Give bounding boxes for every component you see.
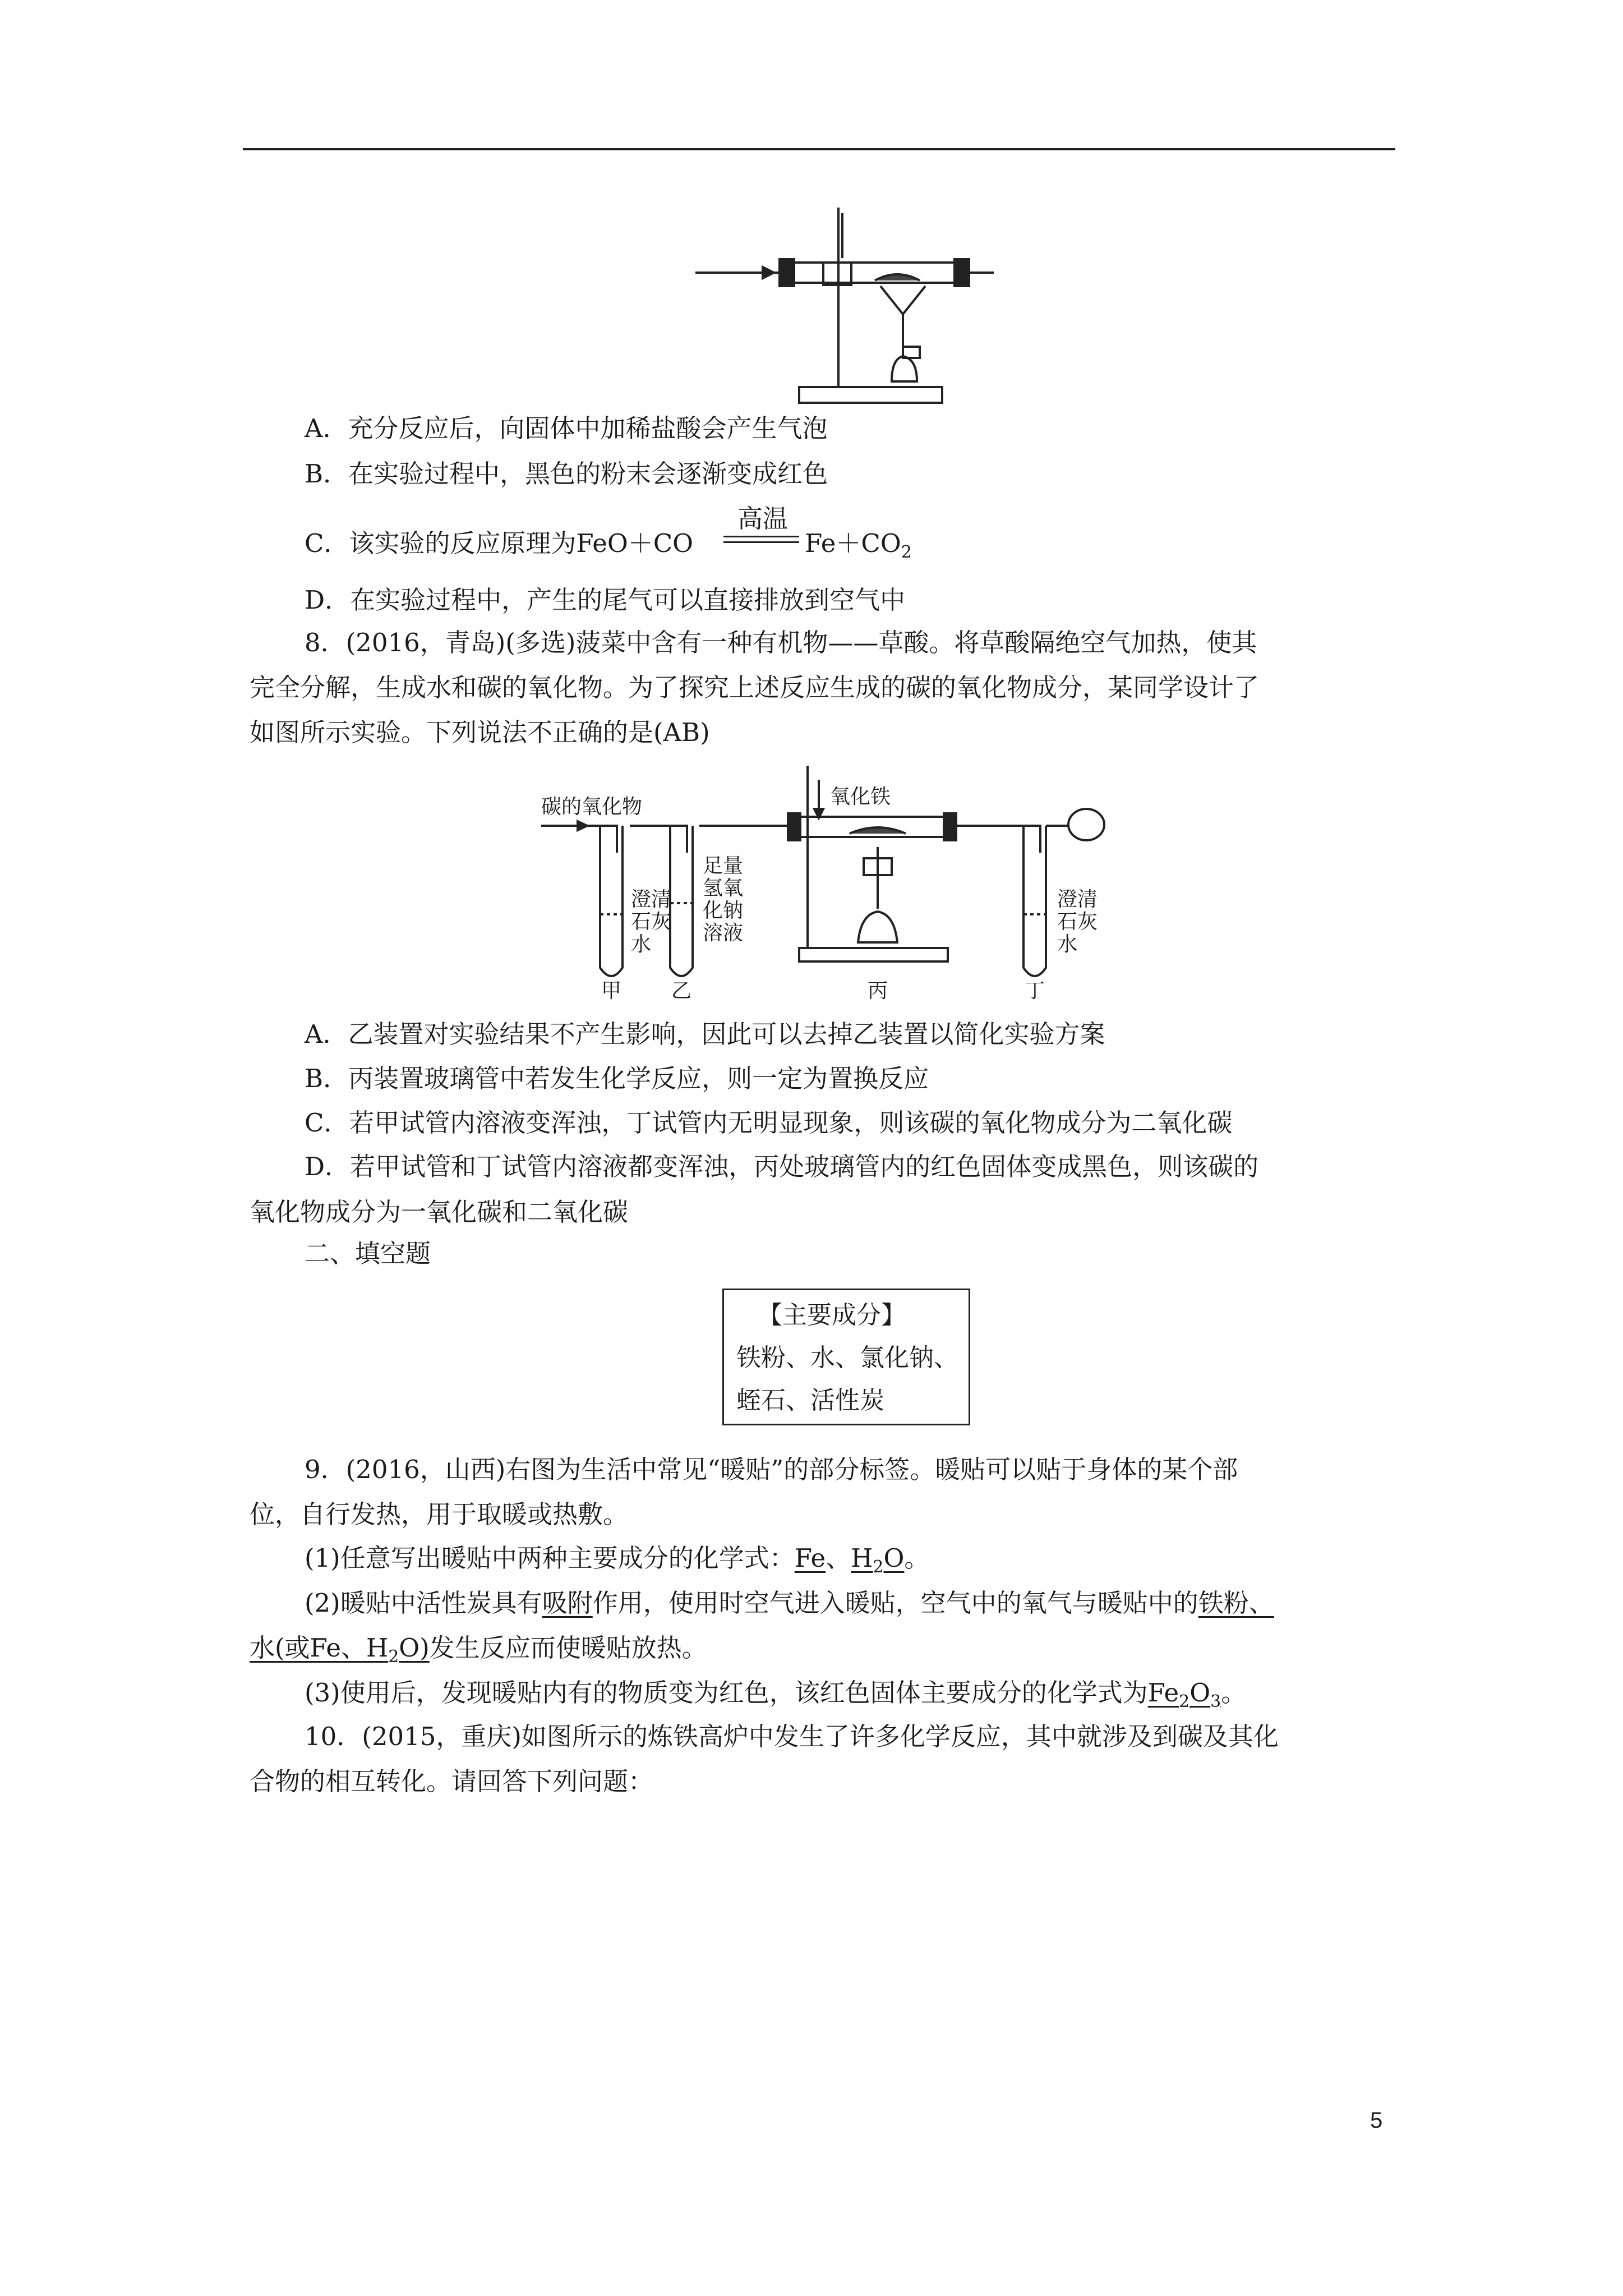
equation-products-subscript: 2 xyxy=(901,542,912,562)
q7-apparatus-figure xyxy=(695,202,1009,409)
q9-answer-fe2o3-sub-1: 2 xyxy=(1179,1692,1190,1711)
q10-stem-line-1: 10．(2015，重庆)如图所示的炼铁高炉中发生了许多化学反应，其中就涉及到碳及其化 xyxy=(305,1722,1279,1751)
q9-answer-reactants-b xyxy=(250,1633,430,1667)
q9-part-2-text-a: (2)暖贴中活性炭具有 xyxy=(305,1588,542,1618)
q10-stem-line-2: 合物的相互转化。请回答下列问题： xyxy=(250,1766,654,1796)
q9-answer-reactants-b-main: 水(或Fe、H xyxy=(250,1633,389,1663)
q8-label-yi-liquid-4: 溶液 xyxy=(703,922,744,945)
q9-answer-fe2o3-sub-2: 3 xyxy=(1210,1692,1221,1711)
q9-part-1 xyxy=(305,1542,929,1584)
label-box-title: 【主要成分】 xyxy=(758,1301,906,1329)
q9-answer-reactants-b-tail: O) xyxy=(399,1633,430,1663)
q9-part-1-separator: 、 xyxy=(826,1543,851,1573)
q7-option-a: A．充分反应后，向固体中加稀盐酸会产生气泡 xyxy=(305,413,828,443)
equation-condition: 高温 xyxy=(737,504,789,533)
q9-stem-line-2: 位，自行发热，用于取暖或热敷。 xyxy=(250,1499,629,1529)
q9-part-2-line-1 xyxy=(305,1586,1274,1620)
q8-label-input: 碳的氧化物 xyxy=(541,795,643,818)
equation-bar-bottom xyxy=(723,541,799,543)
ingredient-label-box xyxy=(722,1289,970,1425)
q7-apparatus-drawing xyxy=(695,202,1009,409)
q9-part-3-text: (3)使用后，发现暖贴内有的物质变为红色，该红色固体主要成分的化学式为 xyxy=(305,1678,1148,1708)
equation-products-main: Fe＋CO xyxy=(805,528,901,558)
section-heading: 二、填空题 xyxy=(305,1239,431,1268)
q8-stem-line-3: 如图所示实验。下列说法不正确的是(AB) xyxy=(250,717,710,747)
q9-answer-fe2o3 xyxy=(1147,1678,1221,1711)
label-box-line-2: 蛭石、活性炭 xyxy=(736,1386,884,1415)
q9-part-2-text-c: 发生反应而使暖贴放热。 xyxy=(429,1633,707,1663)
q8-label-jia: 甲 xyxy=(601,979,622,1002)
q8-label-jia-liquid-1: 澄清 xyxy=(631,888,672,911)
q9-part-2-line-2 xyxy=(250,1631,707,1674)
q8-label-ding-liquid-3: 水 xyxy=(1057,933,1078,956)
q8-label-ding-liquid-1: 澄清 xyxy=(1057,888,1098,911)
q8-label-jia-liquid-2: 石灰 xyxy=(631,910,672,933)
q8-option-b: B．丙装置玻璃管中若发生化学反应，则一定为置换反应 xyxy=(305,1064,929,1093)
q8-label-yi: 乙 xyxy=(671,979,692,1002)
q8-apparatus-figure xyxy=(536,763,1108,1004)
label-box-line-1: 铁粉、水、氯化钠、 xyxy=(736,1343,958,1372)
q8-apparatus-drawing xyxy=(536,763,1108,1004)
q9-part-1-text: (1)任意写出暖贴中两种主要成分的化学式： xyxy=(305,1543,795,1573)
q9-answer-reactants-a: 铁粉、 xyxy=(1198,1588,1274,1618)
q8-label-yi-liquid-3: 化钠 xyxy=(703,899,744,922)
q9-answer-water-tail: O xyxy=(883,1543,905,1573)
q9-answer-fe: Fe xyxy=(794,1543,826,1573)
header-rule xyxy=(243,148,1395,150)
q8-label-ding-liquid-2: 石灰 xyxy=(1057,910,1098,933)
equation-products xyxy=(805,527,912,569)
q8-label-bing: 丙 xyxy=(868,979,888,1002)
q8-option-a: A．乙装置对实验结果不产生影响，因此可以去掉乙装置以简化实验方案 xyxy=(305,1019,1105,1049)
q9-part-3 xyxy=(305,1676,1246,1719)
q9-part-3-end: 。 xyxy=(1221,1678,1247,1708)
q9-answer-water xyxy=(851,1543,905,1577)
q7-option-b: B．在实验过程中，黑色的粉末会逐渐变成红色 xyxy=(305,459,828,489)
equation-bar-top xyxy=(723,536,799,537)
q9-answer-fe2o3-mid: O xyxy=(1189,1678,1211,1708)
q8-label-yi-liquid-1: 足量 xyxy=(703,854,744,877)
q7-option-c: C．该实验的反应原理为FeO＋CO xyxy=(305,528,694,558)
page-number: 5 xyxy=(1370,2108,1383,2133)
q9-stem-line-1: 9．(2016，山西)右图为生活中常见“暖贴”的部分标签。暖贴可以贴于身体的某个部 xyxy=(305,1455,1238,1484)
q8-label-yi-liquid-2: 氢氧 xyxy=(703,877,744,900)
q9-answer-fe2o3-main: Fe xyxy=(1147,1678,1179,1708)
q9-answer-reactants-b-sub: 2 xyxy=(388,1647,399,1667)
q8-label-jia-liquid-3: 水 xyxy=(631,933,652,956)
q9-answer-water-sub: 2 xyxy=(873,1557,884,1577)
q9-part-2-text-b: 作用，使用时空气进入暖贴，空气中的氧气与暖贴中的 xyxy=(592,1588,1198,1618)
q9-part-1-end: 。 xyxy=(904,1543,930,1573)
q8-option-d: D．若甲试管和丁试管内溶液都变浑浊，丙处玻璃管内的红色固体变成黑色，则该碳的 xyxy=(305,1152,1259,1181)
q8-label-ding: 丁 xyxy=(1025,979,1045,1002)
q7-option-d: D．在实验过程中，产生的尾气可以直接排放到空气中 xyxy=(305,585,906,615)
q8-option-d-cont: 氧化物成分为一氧化碳和二氧化碳 xyxy=(250,1197,629,1227)
q8-stem-line-1: 8．(2016，青岛)(多选)菠菜中含有一种有机物——草酸。将草酸隔绝空气加热，使其 xyxy=(305,628,1257,657)
q8-stem-line-2: 完全分解，生成水和碳的氧化物。为了探究上述反应生成的碳的氧化物成分，某同学设计了 xyxy=(250,673,1260,702)
q8-option-c: C．若甲试管内溶液变浑浊，丁试管内无明显现象，则该碳的氧化物成分为二氧化碳 xyxy=(305,1108,1233,1138)
q9-answer-water-main: H xyxy=(851,1543,873,1573)
q9-answer-adsorption: 吸附 xyxy=(542,1588,593,1618)
q8-label-reagent: 氧化铁 xyxy=(830,785,891,808)
